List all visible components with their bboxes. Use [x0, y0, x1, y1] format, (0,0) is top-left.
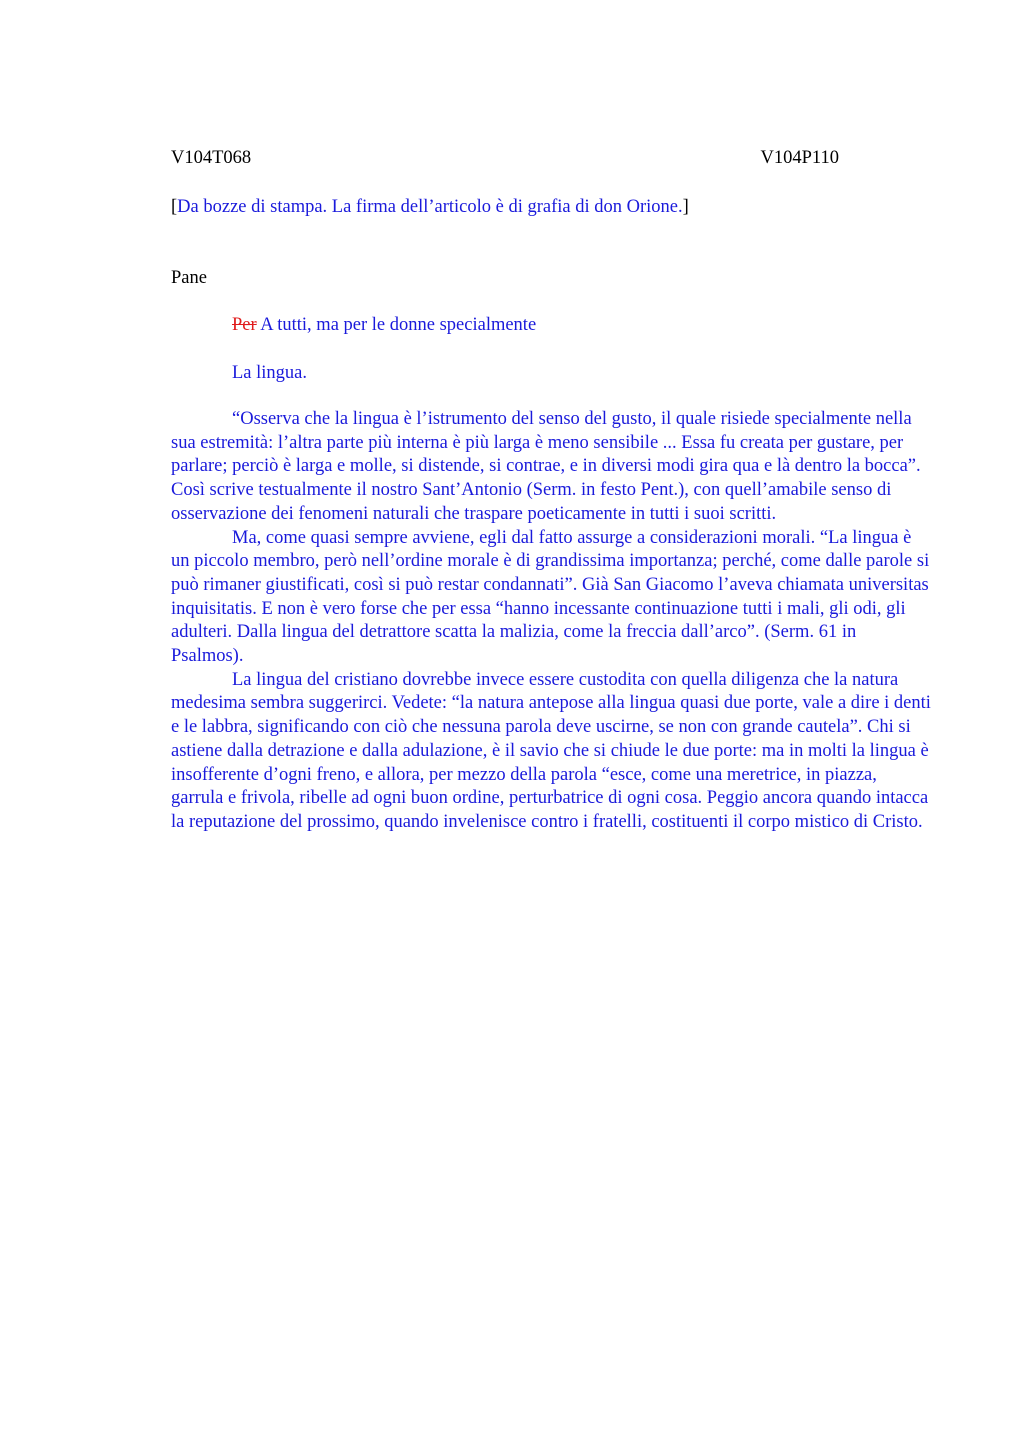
paragraph-1: “Osserva che la lingua è l’istrumento del senso del gusto, il quale risiede specialmente nella sua estremità: l’altra parte più interna è più larga è meno sensibile ... Essa fu creata per gustare, per parlare; perciò è larga e molle, si distende, si contrae, e in diversi modi gira qua e là dentro la bocca”. Così scrive testualmente il nostro Sant’Antonio (Serm. in festo Pent.), con quell’amabile senso di osservazione dei fenomeni naturali che traspare poeticamente in tutti i suoi scritti. [171, 409, 921, 524]
document-code-right: V104P110 [760, 148, 839, 168]
deleted-word: Per [232, 315, 257, 335]
note-text: Da bozze di stampa. La firma dell’articolo è di grafia di don Orione. [177, 197, 683, 217]
section-subtitle: La lingua. [232, 363, 308, 383]
editorial-note [171, 195, 689, 219]
document-code-left: V104T068 [171, 148, 252, 168]
body-text [171, 408, 931, 835]
dedication-line [232, 313, 536, 337]
note-close-bracket: ] [682, 197, 689, 217]
page-title: Pane [171, 268, 207, 288]
dedication-text: A tutti, ma per le donne specialmente [260, 315, 537, 335]
document-header [171, 146, 839, 170]
note-open-bracket: [ [171, 197, 178, 217]
paragraph-3: La lingua del cristiano dovrebbe invece essere custodita con quella diligenza che la natura medesima sembra suggerirci. Vedete: “la natura antepose alla lingua quasi due porte, vale a dire i denti e le labbra, significando con ciò che nessuna parola deve uscirne, se non con grande cautela”. Chi si astiene dalla detrazione e dalla adulazione, è il savio che si chiude le due porte: ma in molti la lingua è insofferente d’ogni freno, e allora, per mezzo della parola “esce, come una meretrice, in piazza, garrula e frivola, ribelle ad ogni buon ordine, perturbatrice di ogni cosa. Peggio ancora quando intacca la reputazione del prossimo, quando invelenisce contro i fratelli, costituenti il corpo mistico di Cristo. [171, 669, 931, 832]
paragraph-2: Ma, come quasi sempre avviene, egli dal fatto assurge a considerazioni morali. “La lingua è un piccolo membro, però nell’ordine morale è di grandissima importanza; perché, come dalle parole si può rimaner giustificati, così si può restar condannati”. Già San Giacomo l’aveva chiamata universitas inquisitatis. E non è vero forse che per essa “hanno incessante continuazione tutti i mali, gli odi, gli adulteri. Dalla lingua del detrattore scatta la malizia, come la freccia dall’arco”. (Serm. 61 in Psalmos). [171, 527, 930, 667]
